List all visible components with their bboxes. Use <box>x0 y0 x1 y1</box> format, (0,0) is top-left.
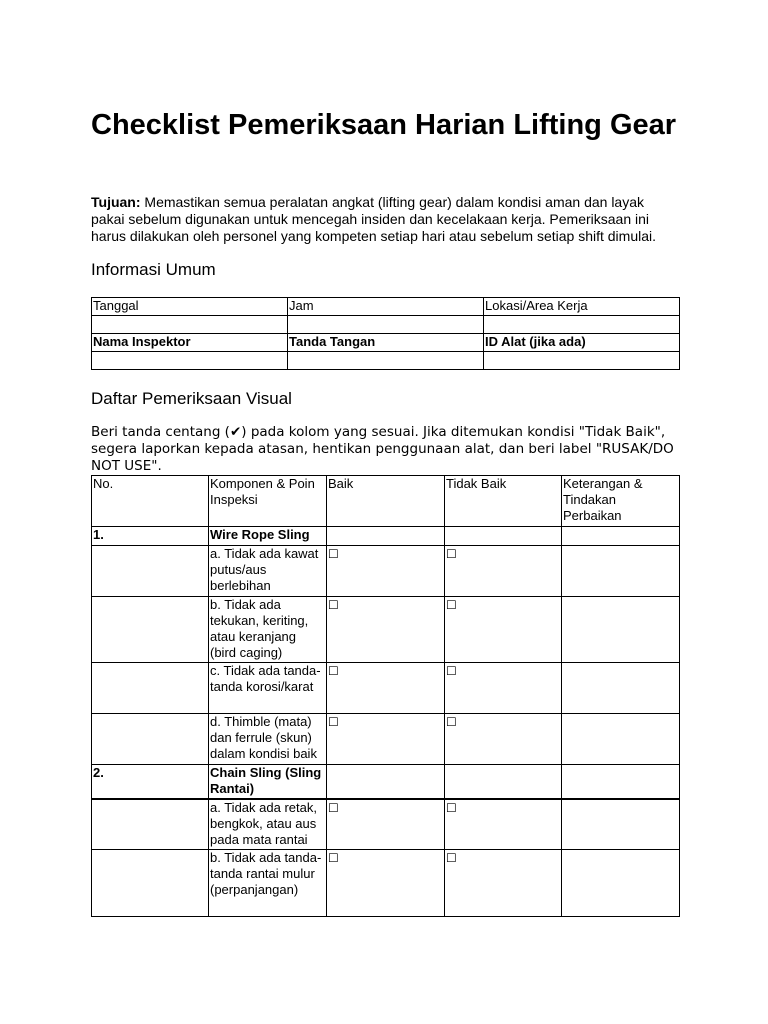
remarks-cell[interactable] <box>562 663 680 714</box>
not-good-checkbox[interactable] <box>445 546 562 597</box>
page-title: Checklist Pemeriksaan Harian Lifting Gear <box>91 109 677 141</box>
section-row <box>92 765 680 799</box>
not-good-checkbox[interactable] <box>445 799 562 850</box>
tool-id-field[interactable] <box>484 352 680 370</box>
general-info-heading: Informasi Umum <box>91 260 216 279</box>
no-cell <box>92 799 209 850</box>
item-text: b. Tidak ada tanda-tanda rantai mulur (perpanjangan) <box>209 850 327 917</box>
header-component: Komponen & Poin Inspeksi <box>209 476 327 527</box>
table-row <box>92 714 680 765</box>
section-row <box>92 527 680 546</box>
table-row <box>92 850 680 917</box>
checkbox-icon[interactable]: ☐ <box>328 851 339 865</box>
no-cell <box>92 714 209 765</box>
good-cell <box>327 765 445 799</box>
not-good-checkbox[interactable] <box>445 663 562 714</box>
remarks-cell[interactable] <box>562 527 680 546</box>
checkbox-icon[interactable]: ☐ <box>328 547 339 561</box>
good-checkbox[interactable] <box>327 799 445 850</box>
no-cell <box>92 850 209 917</box>
time-label: Jam <box>288 298 484 316</box>
date-field[interactable] <box>92 316 288 334</box>
item-text: d. Thimble (mata) dan ferrule (skun) dalam kondisi baik <box>209 714 327 765</box>
not-good-checkbox[interactable] <box>445 850 562 917</box>
checkbox-icon[interactable]: ☐ <box>328 598 339 612</box>
general-info-table <box>91 297 680 370</box>
checkbox-icon[interactable]: ☐ <box>446 851 457 865</box>
table-header-row <box>92 476 680 527</box>
good-checkbox[interactable] <box>327 850 445 917</box>
remarks-cell[interactable] <box>562 850 680 917</box>
remarks-cell[interactable] <box>562 597 680 663</box>
checkbox-icon[interactable]: ☐ <box>328 800 339 815</box>
checkbox-icon[interactable]: ☐ <box>446 547 457 561</box>
item-text: a. Tidak ada kawat putus/aus berlebihan <box>209 546 327 597</box>
item-text: c. Tidak ada tanda-tanda korosi/karat <box>209 663 327 714</box>
inspector-name-label: Nama Inspektor <box>92 334 288 352</box>
good-cell <box>327 527 445 546</box>
location-label: Lokasi/Area Kerja <box>484 298 680 316</box>
info-label-row-2 <box>92 334 680 352</box>
good-checkbox[interactable] <box>327 663 445 714</box>
header-no: No. <box>92 476 209 527</box>
good-checkbox[interactable] <box>327 546 445 597</box>
item-text: b. Tidak ada tekukan, keriting, atau keranjang (bird caging) <box>209 597 327 663</box>
info-value-row <box>92 316 680 334</box>
item-text: a. Tidak ada retak, bengkok, atau aus pada mata rantai <box>209 799 327 850</box>
remarks-cell[interactable] <box>562 714 680 765</box>
good-checkbox[interactable] <box>327 714 445 765</box>
inspector-name-field[interactable] <box>92 352 288 370</box>
info-label-row <box>92 298 680 316</box>
section-no: 1. <box>92 527 209 546</box>
section-no: 2. <box>92 765 209 799</box>
checkbox-icon[interactable]: ☐ <box>446 800 457 815</box>
purpose-paragraph <box>91 194 681 245</box>
not-good-checkbox[interactable] <box>445 597 562 663</box>
visual-check-heading: Daftar Pemeriksaan Visual <box>91 389 292 408</box>
signature-label: Tanda Tangan <box>288 334 484 352</box>
no-cell <box>92 663 209 714</box>
visual-check-table <box>91 475 680 917</box>
remarks-cell[interactable] <box>562 546 680 597</box>
header-not-good: Tidak Baik <box>445 476 562 527</box>
date-label: Tanggal <box>92 298 288 316</box>
purpose-text: Memastikan semua peralatan angkat (lifting gear) dalam kondisi aman dan layak pakai sebelum digunakan untuk mencegah insiden dan kecelakaan kerja. Pemeriksaan ini harus dilakukan oleh personel yang kompeten setiap hari atau sebelum setiap shift dimulai. <box>91 194 657 244</box>
tool-id-label: ID Alat (jika ada) <box>484 334 680 352</box>
location-field[interactable] <box>484 316 680 334</box>
not-good-cell <box>445 527 562 546</box>
checkbox-icon[interactable]: ☐ <box>328 715 339 729</box>
remarks-cell[interactable] <box>562 799 680 850</box>
table-row <box>92 663 680 714</box>
table-row <box>92 597 680 663</box>
section-name: Wire Rope Sling <box>209 527 327 546</box>
header-good: Baik <box>327 476 445 527</box>
checkbox-icon[interactable]: ☐ <box>328 664 339 678</box>
header-remarks: Keterangan & Tindakan Perbaikan <box>562 476 680 527</box>
checkbox-icon[interactable]: ☐ <box>446 715 457 729</box>
info-value-row-2 <box>92 352 680 370</box>
instruction-paragraph: Beri tanda centang (✔) pada kolom yang sesuai. Jika ditemukan kondisi "Tidak Baik", segera laporkan kepada atasan, hentikan penggunaan alat, dan beri label "RUSAK/DO NOT USE". <box>91 424 674 474</box>
signature-field[interactable] <box>288 352 484 370</box>
checkbox-icon[interactable]: ☐ <box>446 664 457 678</box>
section-name: Chain Sling (Sling Rantai) <box>209 765 327 799</box>
purpose-label: Tujuan: <box>91 194 141 210</box>
remarks-cell[interactable] <box>562 765 680 799</box>
table-row <box>92 799 680 850</box>
no-cell <box>92 546 209 597</box>
checkbox-icon[interactable]: ☐ <box>446 598 457 612</box>
not-good-checkbox[interactable] <box>445 714 562 765</box>
time-field[interactable] <box>288 316 484 334</box>
not-good-cell <box>445 765 562 799</box>
no-cell <box>92 597 209 663</box>
table-row <box>92 546 680 597</box>
good-checkbox[interactable] <box>327 597 445 663</box>
